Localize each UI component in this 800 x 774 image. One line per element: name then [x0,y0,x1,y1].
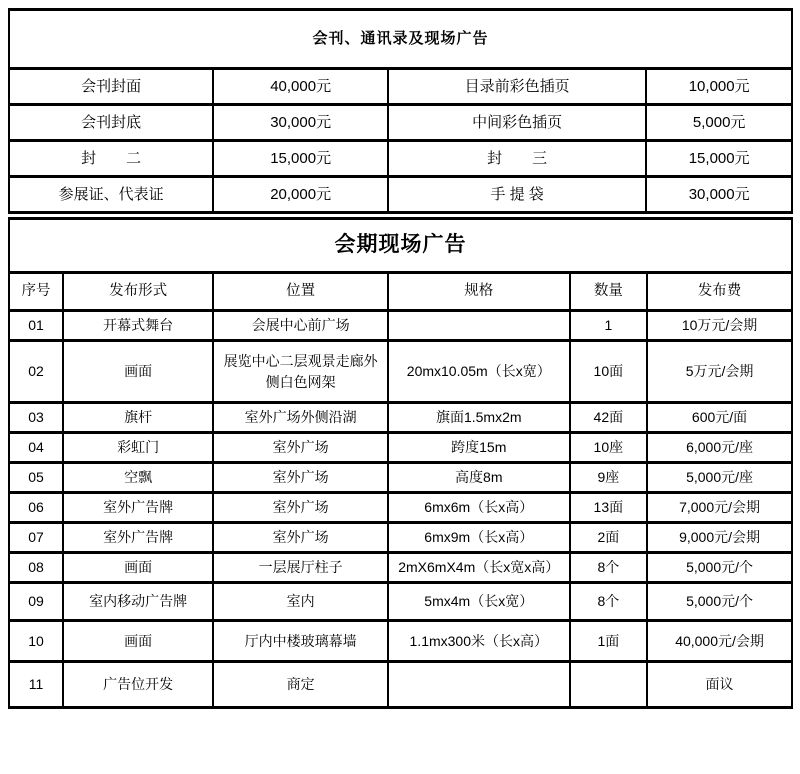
format-cell: 空飘 [63,463,213,493]
fee-cell: 9,000元/会期 [647,523,792,553]
column-header-quantity: 数量 [570,273,648,311]
format-cell: 室内移动广告牌 [63,583,213,621]
table-row [9,341,792,403]
index-cell: 02 [9,341,63,403]
spec-cell: 6mx6m（长x高） [388,493,570,523]
item-cell: 封 二 [9,141,213,177]
onsite-ads-table [8,217,793,709]
quantity-cell: 8个 [570,553,648,583]
quantity-cell: 8个 [570,583,648,621]
index-cell: 06 [9,493,63,523]
quantity-cell: 9座 [570,463,648,493]
spec-cell: 跨度15m [388,433,570,463]
section1-title: 会刊、通讯录及现场广告 [9,10,792,69]
spec-cell: 旗面1.5mx2m [388,403,570,433]
item-cell: 封 三 [388,141,646,177]
spec-cell [388,662,570,708]
location-cell: 会展中心前广场 [213,311,388,341]
index-cell: 08 [9,553,63,583]
format-cell: 画面 [63,553,213,583]
publication-ads-table [8,8,793,214]
spec-cell: 5mx4m（长x宽） [388,583,570,621]
fee-cell: 40,000元/会期 [647,621,792,662]
price-cell: 5,000元 [646,105,792,141]
location-cell: 展览中心二层观景走廊外侧白色网架 [213,341,388,403]
column-header-fee: 发布费 [647,273,792,311]
table-row [9,69,792,105]
table-row [9,105,792,141]
table-row [9,621,792,662]
item-cell: 手 提 袋 [388,177,646,213]
format-cell: 画面 [63,621,213,662]
table-row [9,433,792,463]
index-cell: 10 [9,621,63,662]
price-cell: 20,000元 [213,177,388,213]
index-cell: 07 [9,523,63,553]
quantity-cell: 2面 [570,523,648,553]
price-cell: 15,000元 [213,141,388,177]
price-cell: 40,000元 [213,69,388,105]
spec-cell: 20mx10.05m（长x宽） [388,341,570,403]
index-cell: 03 [9,403,63,433]
index-cell: 05 [9,463,63,493]
index-cell: 01 [9,311,63,341]
item-cell: 目录前彩色插页 [388,69,646,105]
table-row [9,493,792,523]
fee-cell: 5,000元/座 [647,463,792,493]
item-cell: 会刊封底 [9,105,213,141]
fee-cell: 10万元/会期 [647,311,792,341]
quantity-cell: 1 [570,311,648,341]
location-cell: 室外广场 [213,523,388,553]
fee-cell: 面议 [647,662,792,708]
fee-cell: 5,000元/个 [647,553,792,583]
table-row [9,463,792,493]
format-cell: 画面 [63,341,213,403]
format-cell: 旗杆 [63,403,213,433]
column-header-index: 序号 [9,273,63,311]
fee-cell: 7,000元/会期 [647,493,792,523]
spec-cell: 6mx9m（长x高） [388,523,570,553]
location-cell: 室外广场 [213,493,388,523]
quantity-cell: 1面 [570,621,648,662]
column-header-spec: 规格 [388,273,570,311]
table-row [9,583,792,621]
location-cell: 室外广场 [213,433,388,463]
location-cell: 商定 [213,662,388,708]
table-row [9,553,792,583]
table-row [9,311,792,341]
item-cell: 会刊封面 [9,69,213,105]
spec-cell: 2mX6mX4m（长x宽x高） [388,553,570,583]
spec-cell: 1.1mx300米（长x高） [388,621,570,662]
quantity-cell: 10座 [570,433,648,463]
price-cell: 15,000元 [646,141,792,177]
format-cell: 室外广告牌 [63,493,213,523]
quantity-cell: 13面 [570,493,648,523]
location-cell: 室外广场 [213,463,388,493]
location-cell: 厅内中楼玻璃幕墙 [213,621,388,662]
index-cell: 11 [9,662,63,708]
price-cell: 30,000元 [213,105,388,141]
quantity-cell [570,662,648,708]
fee-cell: 6,000元/座 [647,433,792,463]
quantity-cell: 42面 [570,403,648,433]
section2-title: 会期现场广告 [9,219,792,273]
price-cell: 30,000元 [646,177,792,213]
item-cell: 中间彩色插页 [388,105,646,141]
index-cell: 04 [9,433,63,463]
header-row [9,273,792,311]
index-cell: 09 [9,583,63,621]
table-row [9,141,792,177]
table-row [9,662,792,708]
column-header-location: 位置 [213,273,388,311]
location-cell: 室外广场外侧沿湖 [213,403,388,433]
table-row [9,403,792,433]
item-cell: 参展证、代表证 [9,177,213,213]
spec-cell [388,311,570,341]
location-cell: 室内 [213,583,388,621]
table-row [9,177,792,213]
price-cell: 10,000元 [646,69,792,105]
column-header-format: 发布形式 [63,273,213,311]
fee-cell: 600元/面 [647,403,792,433]
table-row [9,523,792,553]
format-cell: 广告位开发 [63,662,213,708]
format-cell: 彩虹门 [63,433,213,463]
spec-cell: 高度8m [388,463,570,493]
format-cell: 开幕式舞台 [63,311,213,341]
fee-cell: 5万元/会期 [647,341,792,403]
quantity-cell: 10面 [570,341,648,403]
location-cell: 一层展厅柱子 [213,553,388,583]
format-cell: 室外广告牌 [63,523,213,553]
fee-cell: 5,000元/个 [647,583,792,621]
